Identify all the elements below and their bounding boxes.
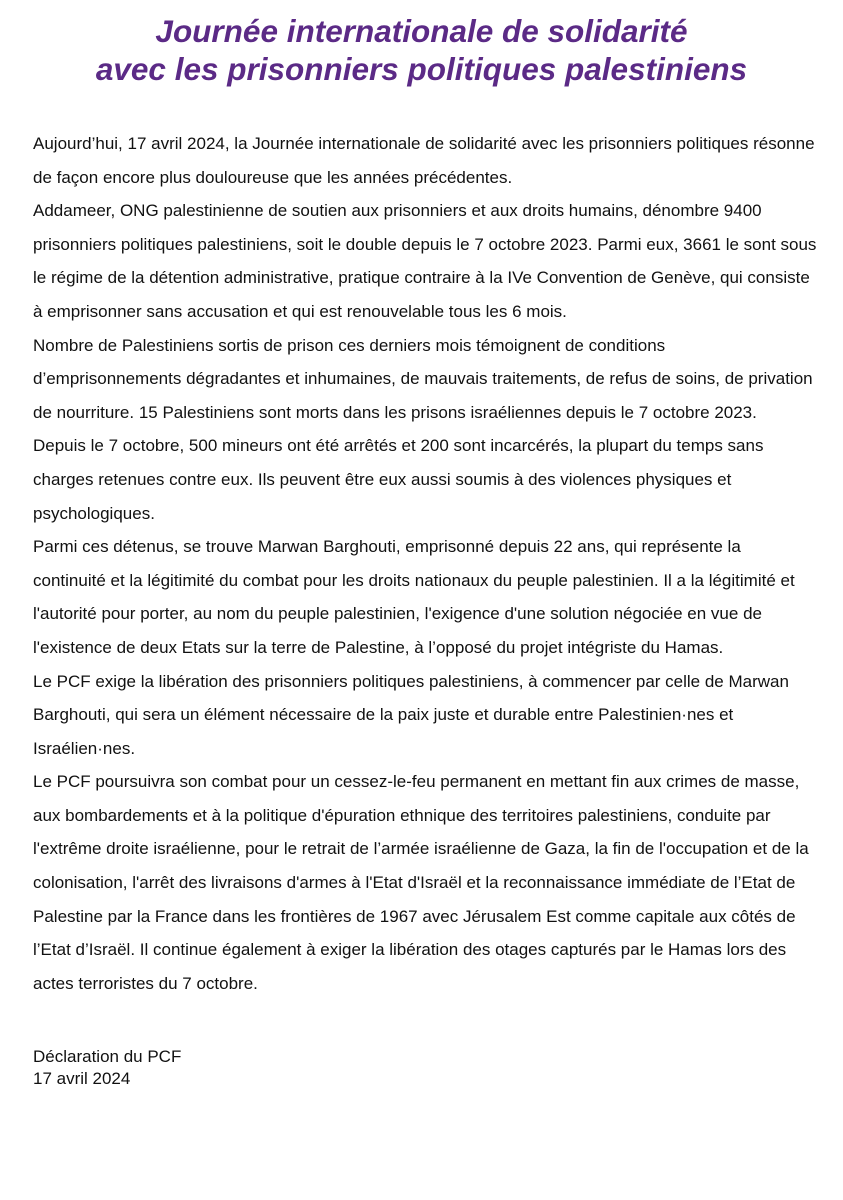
paragraph-intro: Aujourd’hui, 17 avril 2024, la Journée internationale de solidarité avec les prisonniers politiques résonne de façon encore plus douloureuse que les années précédentes.	[33, 134, 815, 187]
paragraph-conditions: Nombre de Palestiniens sortis de prison ces derniers mois témoignent de conditions d’emprisonnements dégradantes et inhumaines, de mauvais traitements, de refus de soins, de privation de nourriture. 15 Palestiniens sont morts dans les prisons israéliennes depuis le 7 octobre 2023.	[33, 335, 813, 422]
paragraph-pcf-demand: Le PCF exige la libération des prisonniers politiques palestiniens, à commencer par celle de Marwan Barghouti, qui sera un élément nécessaire de la paix juste et durable entre Palestinien·nes et Israélien·nes.	[33, 671, 789, 758]
signature-author: Déclaration du PCF	[33, 1047, 182, 1066]
paragraph-pcf-combat: Le PCF poursuivra son combat pour un cessez-le-feu permanent en mettant fin aux crimes de masse, aux bombardements et à la politique d'épuration ethnique des territoires palestiniens, conduite par l'extrême droite israélienne, pour le retrait de l’armée israélienne de Gaza, la fin de l'occupation et de la colonisation, l'arrêt des livraisons d'armes à l'Etat d'Israël et la reconnaissance immédiate de l’Etat de Palestine par la France dans les frontières de 1967 avec Jérusalem Est comme capitale aux côtés de l’Etat d’Israël. Il continue également à exiger la libération des otages capturés par le Hamas lors des actes terroristes du 7 octobre.	[33, 772, 809, 993]
title-line-2: avec les prisonniers politiques palestiniens	[95, 51, 748, 87]
paragraph-barghouti: Parmi ces détenus, se trouve Marwan Barghouti, emprisonné depuis 22 ans, qui représente la continuité et la légitimité du combat pour les droits nationaux du peuple palestinien. Il a la légitimité et l'autorité pour porter, au nom du peuple palestinien, l'exigence d'une solution négociée en vue de l'existence de deux Etats sur la terre de Palestine, à l’opposé du projet intégriste du Hamas.	[33, 537, 795, 657]
paragraph-minors: Depuis le 7 octobre, 500 mineurs ont été arrêtés et 200 sont incarcérés, la plupart du temps sans charges retenues contre eux. Ils peuvent être eux aussi soumis à des violences physiques et psychologiques.	[33, 436, 764, 523]
title-line-1: Journée internationale de solidarité	[155, 13, 688, 49]
statement-body	[33, 127, 818, 1000]
page-title	[0, 12, 843, 88]
signature-date: 17 avril 2024	[33, 1069, 131, 1088]
paragraph-addameer: Addameer, ONG palestinienne de soutien aux prisonniers et aux droits humains, dénombre 9400 prisonniers politiques palestiniens, soit le double depuis le 7 octobre 2023. Parmi eux, 3661 le sont sous le régime de la détention administrative, pratique contraire à la IVe Convention de Genève, qui consiste à emprisonner sans accusation et qui est renouvelable tous les 6 mois.	[33, 201, 817, 321]
signature-block	[33, 1046, 433, 1090]
